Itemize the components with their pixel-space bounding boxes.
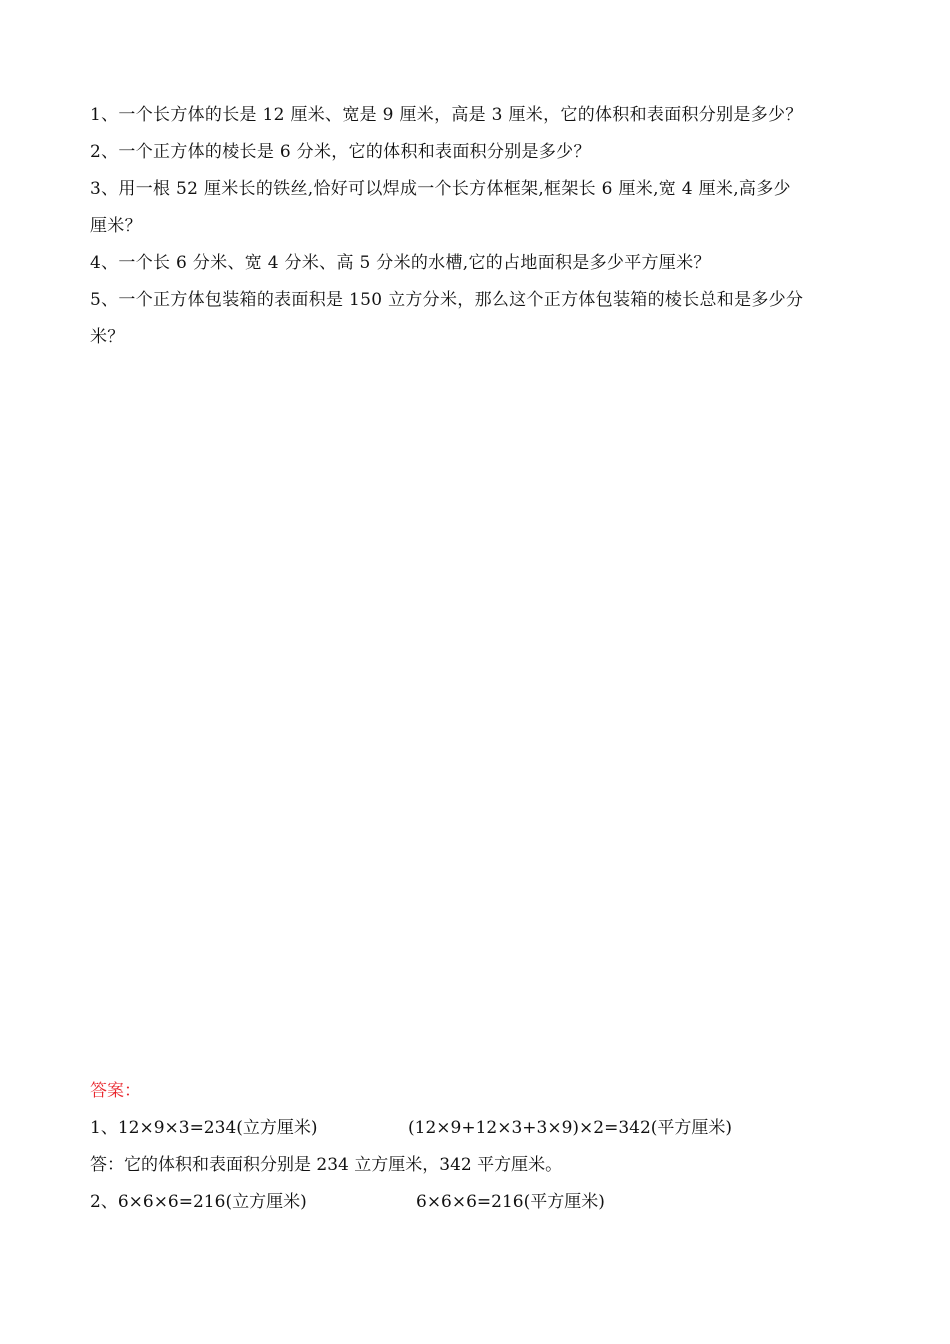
question-5-line-2: 米？: [90, 327, 125, 347]
question-3-line-1: 3、用一根 52 厘米长的铁丝,恰好可以焊成一个长方体框架,框架长 6 厘米,宽 4 厘米,高多少: [90, 179, 791, 199]
answer-heading: 答案：: [90, 1081, 141, 1101]
question-list: [90, 97, 870, 356]
question-3-line-2: 厘米？: [90, 216, 142, 236]
answer-2-calculation: [90, 1184, 870, 1221]
answer-2-surface-area: 6×6×6=216(平方厘米): [416, 1192, 605, 1212]
question-1-line-1: 1、一个长方体的长是 12 厘米、宽是 9 厘米，高是 3 厘米，它的体积和表面积分别是多少？: [90, 105, 803, 125]
question-5-line-1: 5、一个正方体包装箱的表面积是 150 立方分米，那么这个正方体包装箱的棱长总和是多少分: [90, 290, 804, 310]
answer-1-conclusion: 答：它的体积和表面积分别是 234 立方厘米，342 平方厘米。: [90, 1155, 563, 1175]
answer-1-surface-area: (12×9+12×3+3×9)×2=342(平方厘米): [408, 1118, 733, 1138]
question-4-line-1: 4、一个长 6 分米、宽 4 分米、高 5 分米的水槽,它的占地面积是多少平方厘米？: [90, 253, 711, 273]
answer-1-volume: 1、12×9×3=234(立方厘米): [90, 1118, 318, 1138]
answer-1-calculation: [90, 1110, 870, 1147]
answer-2-volume: 2、6×6×6=216(立方厘米): [90, 1192, 307, 1212]
answer-section: [90, 1073, 870, 1221]
question-2-line-1: 2、一个正方体的棱长是 6 分米，它的体积和表面积分别是多少？: [90, 142, 591, 162]
